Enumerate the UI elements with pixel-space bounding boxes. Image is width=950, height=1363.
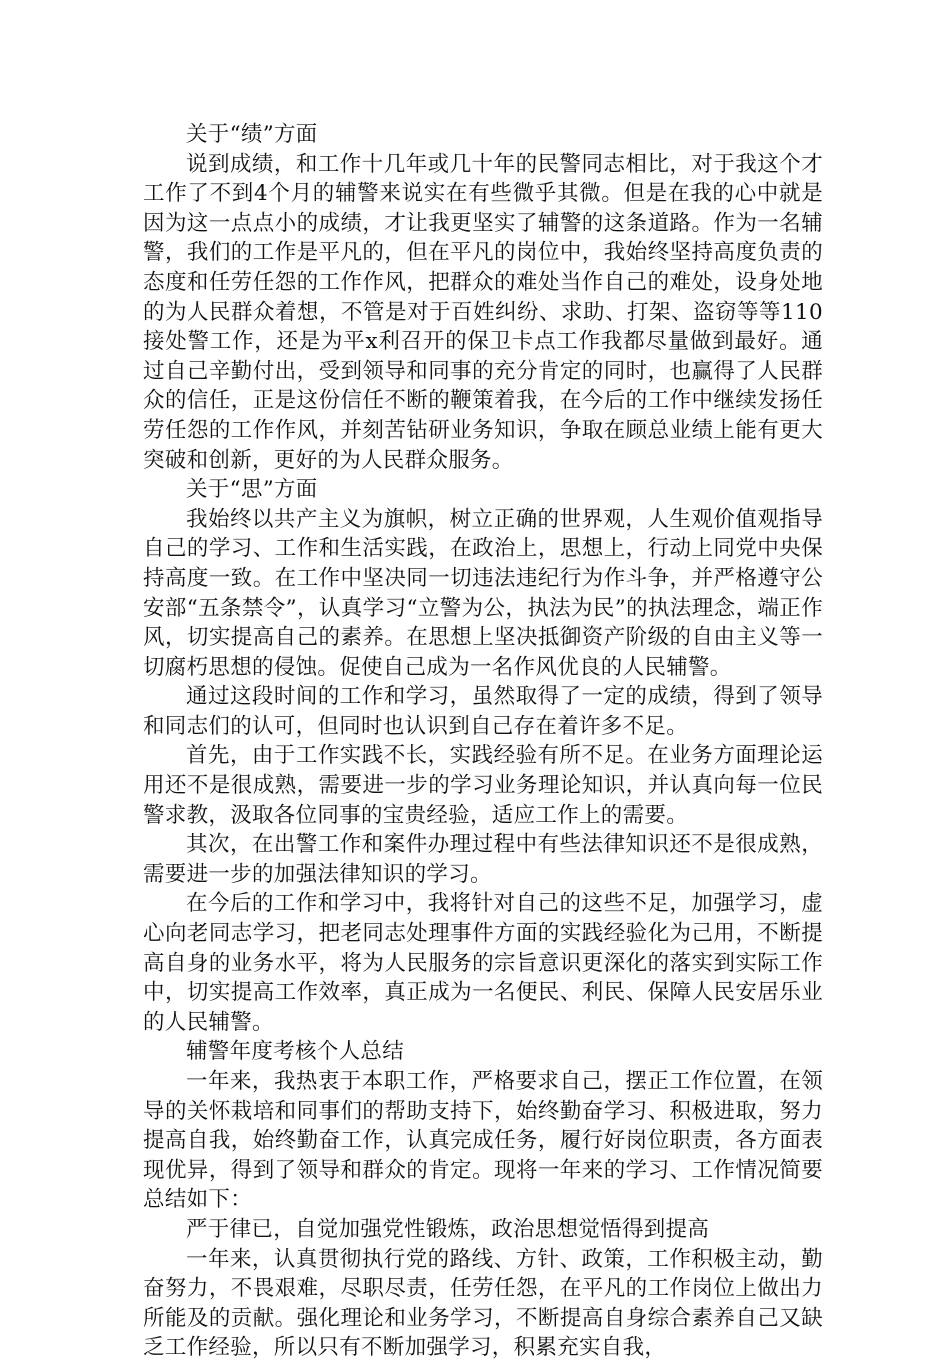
paragraph-future-plan: 在今后的工作和学习中，我将针对自己的这些不足，加强学习，虚心向老同志学习，把老同志处理事件方面的实践经验化为己用，不断提高自身的业务水平，将为人民服务的宗旨意识更深化的落实到实际工作中，切实提高工作效率，真正成为一名便民、利民、保障人民安居乐业的人民辅警。	[143, 891, 823, 1035]
paragraph-self-discipline: 一年来，认真贯彻执行党的路线、方针、政策，工作积极主动，勤奋努力，不畏艰难，尽职尽责，任劳任怨，在平凡的工作岗位上做出力所能及的贡献。强化理论和业务学习，不断提高自身综合素养自己又缺乏工作经验，所以只有不断加强学习，积累充实自我，	[143, 1246, 823, 1361]
paragraph-shortcomings-intro: 通过这段时间的工作和学习，虽然取得了一定的成绩，得到了领导和同志们的认可，但同时也认识到自己存在着许多不足。	[143, 684, 823, 739]
paragraph-first-shortcoming: 首先，由于工作实践不长，实践经验有所不足。在业务方面理论运用还不是很成熟，需要进一步的学习业务理论知识，并认真向每一位民警求教，汲取各位同事的宝贵经验，适应工作上的需要。	[143, 743, 823, 828]
paragraph-thought: 我始终以共产主义为旗帜，树立正确的世界观，人生观价值观指导自己的学习、工作和生活实践，在政治上，思想上，行动上同党中央保持高度一致。在工作中坚决同一切违法违纪行为作斗争，并严格遵守公安部“五条禁令”，认真学习“立警为公，执法为民”的执法理念，端正作风，切实提高自己的素养。在思想上坚决抵御资产阶级的自由主义等一切腐朽思想的侵蚀。促使自己成为一名作风优良的人民辅警。	[143, 506, 823, 680]
paragraph-annual-intro: 一年来，我热衷于本职工作，严格要求自己，摆正工作位置，在领导的关怀栽培和同事们的帮助支持下，始终勤奋学习、积极进取，努力提高自我，始终勤奋工作，认真完成任务，履行好岗位职责，各方面表现优异，得到了领导和群众的肯定。现将一年来的学习、工作情况简要总结如下：	[143, 1069, 823, 1213]
section-heading-self-discipline: 严于律已，自觉加强党性锻炼，政治思想觉悟得到提高	[186, 1216, 710, 1242]
paragraph-second-shortcoming: 其次，在出警工作和案件办理过程中有些法律知识还不是很成熟，需要进一步的加强法律知识的学习。	[143, 832, 823, 887]
section-heading-thought: 关于“思”方面	[186, 477, 318, 503]
section-heading-achievement: 关于“绩”方面	[186, 122, 318, 147]
paragraph-achievement: 说到成绩，和工作十几年或几十年的民警同志相比，对于我这个才工作了不到4个月的辅警来说实在有些微乎其微。但是在我的心中就是因为这一点点小的成绩，才让我更坚实了辅警的这条道路。作为一名辅警，我们的工作是平凡的，但在平凡的岗位中，我始终坚持高度负责的态度和任劳任怨的工作作风，把群众的难处当作自己的难处，设身处地的为人民群众着想，不管是对于百姓纠纷、求助、打架、盗窃等等110接处警工作，还是为平x利召开的保卫卡点工作我都尽量做到最好。通过自己辛勤付出，受到领导和同事的充分肯定的同时，也赢得了人民群众的信任，正是这份信任不断的鞭策着我，在今后的工作中继续发扬任劳任怨的工作作风，并刻苦钻研业务知识，争取在顾总业绩上能有更大突破和创新，更好的为人民群众服务。	[143, 151, 823, 473]
document-body	[143, 120, 823, 1363]
section-heading-annual-summary: 辅警年度考核个人总结	[186, 1039, 405, 1065]
